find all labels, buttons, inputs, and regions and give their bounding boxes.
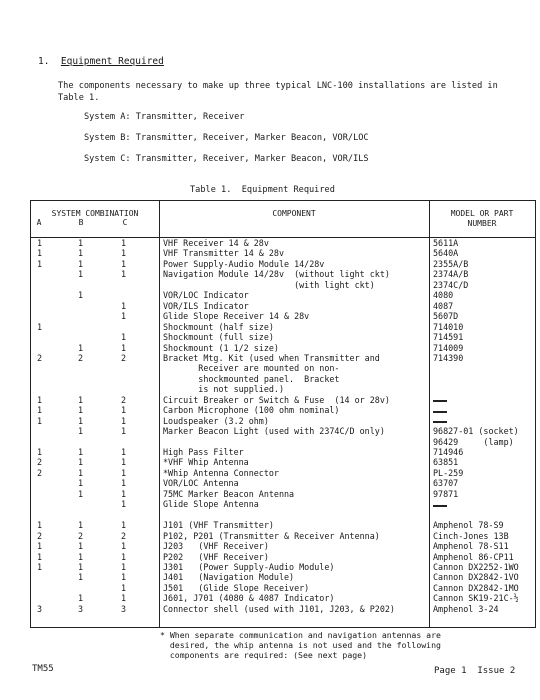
qty-a: 2	[37, 457, 43, 468]
qty-a: 1	[37, 520, 43, 531]
qty-c: 1	[121, 572, 127, 583]
system-desc: Transmitter, Receiver, Marker Beacon, VOR/ILS	[135, 154, 369, 164]
system-label: System B:	[84, 133, 131, 143]
table-caption: Table 1. Equipment Required	[190, 185, 335, 195]
qty-a: 1	[37, 447, 43, 457]
model-cell: 97871	[433, 488, 459, 499]
system-desc: Transmitter, Receiver	[135, 112, 245, 122]
qty-b: 1	[78, 248, 84, 259]
qty-b: 1	[78, 551, 84, 562]
column-divider	[159, 201, 160, 627]
qty-c: 2	[121, 530, 127, 541]
model-cell: 714591	[433, 332, 464, 343]
model-cell: 714010	[433, 321, 464, 332]
header-model-2: NUMBER	[467, 219, 497, 228]
component-cell: Glide Slope Receiver 14 & 28v	[163, 311, 310, 322]
model-cell: 63851	[433, 457, 459, 468]
intro-paragraph: The components necessary to make up three typical LNC-100 installations are listed in Table 1.	[58, 81, 498, 103]
model-cell: 4087	[433, 300, 454, 311]
model-cell: 4080	[433, 290, 454, 301]
header-divider	[31, 237, 535, 238]
qty-a: 1	[37, 394, 43, 405]
qty-a: 3	[37, 603, 43, 614]
qty-a: 2	[37, 352, 43, 363]
component-cell: Glide Slope Antenna	[163, 499, 259, 510]
component-cell: shockmounted panel. Bracket	[163, 373, 340, 384]
qty-a: 2	[37, 530, 43, 541]
component-cell: Shockmount (full size)	[163, 332, 274, 343]
component-cell: VOR/LOC Antenna	[163, 478, 239, 489]
qty-c: 1	[121, 248, 127, 259]
component-cell: P202 (VHF Receiver)	[163, 551, 269, 562]
qty-c: 1	[121, 405, 127, 416]
qty-b: 1	[78, 561, 84, 572]
qty-b: 1	[78, 342, 84, 353]
model-cell: Amphenol 78-S11	[433, 541, 509, 552]
qty-c: 1	[121, 300, 127, 311]
qty-c: 1	[121, 520, 127, 531]
model-cell: Amphenol 86-CP11	[433, 551, 514, 562]
component-cell: 75MC Marker Beacon Antenna	[163, 488, 295, 499]
qty-c: 1	[121, 541, 127, 552]
component-cell: Shockmount (1 1/2 size)	[163, 342, 279, 353]
qty-c: 1	[121, 488, 127, 499]
qty-b: 1	[78, 488, 84, 499]
model-cell: 2355A/B	[433, 258, 469, 269]
model-cell: PL-259	[433, 467, 464, 478]
qty-c: 1	[121, 447, 127, 457]
model-cell: 5640A	[433, 248, 459, 259]
qty-b: 1	[78, 405, 84, 416]
model-cell: 96827-01 (socket)	[433, 426, 519, 437]
component-cell: Carbon Microphone (100 ohm nominal)	[163, 405, 340, 416]
equipment-table	[30, 200, 536, 628]
system-b-line	[84, 133, 369, 143]
component-cell: VHF Receiver 14 & 28v	[163, 238, 269, 248]
qty-c: 1	[121, 582, 127, 593]
qty-c: 1	[121, 238, 127, 248]
footnote: * When separate communication and navigation antennas are desired, the whip antenna is not used and the following components are required: (See next page)	[160, 630, 441, 660]
component-cell: Marker Beacon Light (used with 2374C/D only)	[163, 426, 385, 437]
component-cell: VOR/ILS Indicator	[163, 300, 249, 311]
model-cell: 63707	[433, 478, 459, 489]
model-cell: Amphenol 3-24	[433, 603, 499, 614]
component-cell: J203 (VHF Receiver)	[163, 541, 269, 552]
qty-a: 1	[37, 541, 43, 552]
component-cell: Circuit Breaker or Switch & Fuse (14 or 28v)	[163, 394, 390, 405]
component-cell: Power Supply-Audio Module 14/28v	[163, 258, 325, 269]
dash-mark	[433, 396, 447, 405]
component-cell: *VHF Whip Antenna	[163, 457, 249, 468]
component-cell: *Whip Antenna Connector	[163, 467, 279, 478]
system-desc: Transmitter, Receiver, Marker Beacon, VOR/LOC	[135, 133, 369, 143]
qty-b: 1	[78, 520, 84, 531]
qty-b: 1	[78, 415, 84, 426]
component-cell: Navigation Module 14/28v (without light ckt)	[163, 269, 390, 280]
qty-c: 1	[121, 269, 127, 280]
qty-c: 1	[121, 593, 127, 604]
dash-mark	[433, 406, 447, 415]
model-cell: 96429 (lamp)	[433, 436, 514, 447]
qty-c: 1	[121, 311, 127, 322]
qty-c: 2	[121, 352, 127, 363]
qty-b: 1	[78, 467, 84, 478]
qty-b: 1	[78, 541, 84, 552]
model-cell: 714946	[433, 447, 464, 457]
column-divider	[429, 201, 430, 627]
qty-c: 1	[121, 499, 127, 510]
qty-a: 1	[37, 415, 43, 426]
header-component: COMPONENT	[272, 209, 316, 218]
component-cell: Loudspeaker (3.2 ohm)	[163, 415, 269, 426]
qty-a: 1	[37, 551, 43, 562]
system-c-line	[84, 154, 369, 164]
header-col-c: C	[122, 218, 128, 227]
qty-c: 1	[121, 426, 127, 437]
qty-b: 1	[78, 426, 84, 437]
qty-a: 1	[37, 405, 43, 416]
model-cell: Amphenol 78-S9	[433, 520, 504, 531]
qty-b: 1	[78, 593, 84, 604]
qty-a: 1	[37, 561, 43, 572]
qty-a: 2	[37, 467, 43, 478]
component-cell: Receiver are mounted on non-	[163, 363, 340, 374]
component-cell: Bracket Mtg. Kit (used when Transmitter and	[163, 352, 380, 363]
component-cell: J401 (Navigation Module)	[163, 572, 295, 583]
qty-c: 1	[121, 258, 127, 269]
component-cell: Shockmount (half size)	[163, 321, 274, 332]
component-cell: J501 (Glide Slope Receiver)	[163, 582, 310, 593]
qty-b: 1	[78, 238, 84, 248]
dash-mark	[433, 500, 447, 509]
qty-b: 1	[78, 447, 84, 457]
qty-c: 2	[121, 394, 127, 405]
model-cell: 714390	[433, 352, 464, 363]
system-a-line	[84, 112, 244, 122]
qty-b: 1	[78, 457, 84, 468]
qty-b: 1	[78, 269, 84, 280]
qty-c: 1	[121, 332, 127, 343]
component-cell: High Pass Filter	[163, 447, 244, 457]
component-cell: J301 (Power Supply-Audio Module)	[163, 561, 335, 572]
qty-b: 3	[78, 603, 84, 614]
section-heading	[38, 56, 164, 67]
qty-a: 1	[37, 258, 43, 269]
qty-a: 1	[37, 238, 43, 248]
qty-c: 1	[121, 478, 127, 489]
component-cell: J101 (VHF Transmitter)	[163, 520, 274, 531]
qty-a: 1	[37, 248, 43, 259]
qty-b: 1	[78, 290, 84, 301]
component-cell: VOR/LOC Indicator	[163, 290, 249, 301]
qty-c: 3	[121, 603, 127, 614]
header-col-a: A	[36, 218, 42, 227]
dash-mark	[433, 417, 447, 426]
component-cell: is not supplied.)	[163, 384, 285, 395]
model-cell: 5607D	[433, 311, 459, 322]
model-cell: 5611A	[433, 238, 459, 248]
component-cell: P102, P201 (Transmitter & Receiver Antenna)	[163, 530, 380, 541]
header-col-b: B	[78, 218, 84, 227]
qty-c: 1	[121, 467, 127, 478]
qty-b: 1	[78, 572, 84, 583]
qty-c: 1	[121, 342, 127, 353]
model-cell: 2374C/D	[433, 279, 469, 290]
model-cell: Cannon DX2252-1WO	[433, 561, 519, 572]
component-cell: Connector shell (used with J101, J203, & P202)	[163, 603, 395, 614]
model-cell: 2374A/B	[433, 269, 469, 280]
header-system-combination: SYSTEM COMBINATION	[51, 209, 139, 218]
model-cell: Cannon DX2842-1VO	[433, 572, 519, 583]
model-cell: Cannon SK19-21C-½	[433, 593, 519, 604]
component-cell: (with light ckt)	[163, 279, 375, 290]
header-model-1: MODEL OR PART	[450, 209, 514, 218]
qty-b: 2	[78, 530, 84, 541]
footer-doc-id: TM55	[32, 664, 54, 674]
component-cell: VHF Transmitter 14 & 28v	[163, 248, 285, 259]
system-label: System C:	[84, 154, 131, 164]
system-label: System A:	[84, 112, 131, 122]
qty-b: 1	[78, 258, 84, 269]
component-cell: J601, J701 (4080 & 4087 Indicator)	[163, 593, 335, 604]
model-cell: Cinch-Jones 13B	[433, 530, 509, 541]
qty-b: 2	[78, 352, 84, 363]
qty-c: 1	[121, 415, 127, 426]
qty-c: 1	[121, 457, 127, 468]
footer-page-issue: Page 1 Issue 2	[434, 666, 516, 676]
model-cell: Cannon DX2842-1MO	[433, 582, 519, 593]
qty-c: 1	[121, 561, 127, 572]
qty-a: 1	[37, 321, 43, 332]
qty-c: 1	[121, 551, 127, 562]
section-title: Equipment Required	[60, 56, 164, 67]
qty-b: 1	[78, 478, 84, 489]
section-number: 1.	[38, 56, 50, 67]
qty-b: 1	[78, 394, 84, 405]
model-cell: 714009	[433, 342, 464, 353]
